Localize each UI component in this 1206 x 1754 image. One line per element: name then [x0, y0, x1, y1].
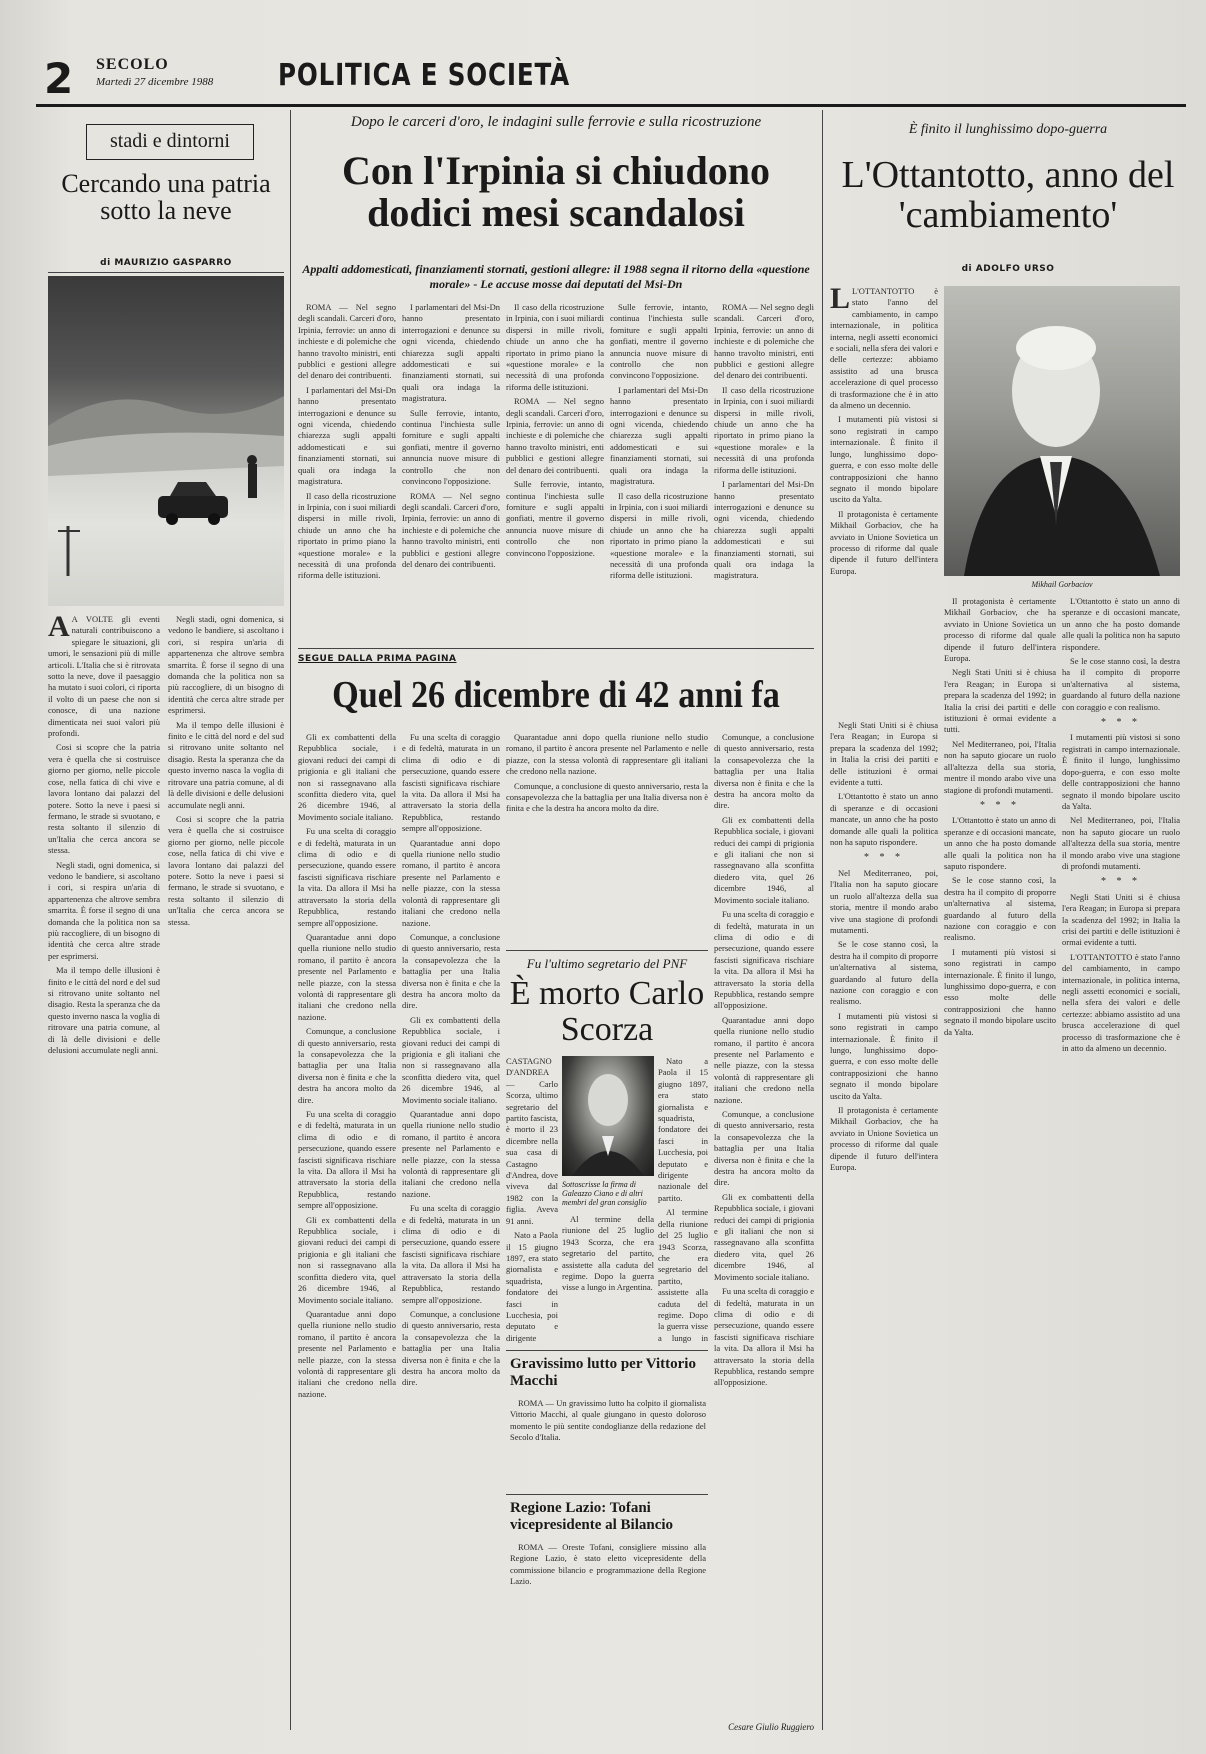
- gorbachev-caption: Mikhail Gorbaciov: [1031, 580, 1093, 589]
- col1-body-right: Negli stadi, ogni domenica, si vedono le bandiere, si ascoltano i cori, si respira un'aria di appartenenza che altrove sembra smarrita. È forse il segno di una domanda che la politica non sa più raccogliere, di un bisogno di identità che cerca altre strade per esprimersi. Ma il tempo delle illusioni è finito e le città del nord e del sud si ritrovano unite soltanto nel disagio. Resta la speranza che da questo inverno nasca la voglia di ritrovare una patria comune, al di là delle divisioni e delle delusioni accumulate negli anni. Cosi si scopre che la patria vera è quella che si costruisce giorno per giorno, nelle piccole cose, nella fatica di chi vive e lavora lontano dai palazzi del potere. Sotto la neve i paesi si fermano, le strade si svuotano, e resta soltanto il silenzio di un'Italia che cerca ancora se stessa.: [168, 614, 284, 927]
- col2-body-e: ROMA — Nel segno degli scandali. Carceri d'oro, Irpinia, ferrovie: un anno di inchieste e di polemiche che hanno travolto ministri, enti pubblici e gestioni allegre del denaro dei contribuenti. Il caso della ricostruzione in Irpinia, con i suoi miliardi dispersi in mille rivoli, chiude un anno che ha riportato in primo piano la «questione morale» e la necessità di una profonda riforma delle istituzioni. I parlamentari del Msi-Dn hanno presentato interrogazioni e denunce su ogni vicenda, chiedendo chiarezza sugli appalti addomesticati e sui finanziamenti stornati, sui quali ora indaga la magistratura.: [714, 302, 814, 581]
- col2-mid-kicker: SEGUE DALLA PRIMA PAGINA: [298, 654, 457, 664]
- scorza-caption: Sottoscrisse la firma di Galeazzo Ciano e di altri membri del gran consiglio: [562, 1180, 647, 1207]
- col3-body-b: Il protagonista è certamente Mikhail Gorbaciov, che ha avviato in Unione Sovietica un processo di riforme dal quale dipende il futuro dell'intera Europa. Negli Stati Uniti si è chiusa l'era Reagan; in Europa si prepara la scadenza del 1992; in Italia la crisi dei partiti e delle istituzioni è ormai evidente a tutti. Nel Mediterraneo, poi, l'Italia non ha saputo giocare un ruolo all'altezza della sua storia, mentre il mondo arabo vive una stagione di profondi mutamenti. * * * L'Ottantotto è stato un anno di speranze e di occasioni mancate, un anno che ha posto domande alle quali la politica non ha saputo rispondere. Se le cose stanno così, la destra ha il compito di proporre un'alternativa al sistema, guardando al futuro della nazione con coraggio e con realismo. I mutamenti più vistosi si sono registrati in campo internazionale. È finito il lungo, lunghissimo dopo-guerra, e con esso molte delle contrapposizioni che hanno segnato il mondo bipolare uscito da Yalta.: [944, 596, 1056, 1037]
- col2-mid-body-c: Quarantadue anni dopo quella riunione nello studio romano, il partito è ancora presente nel Parlamento e nelle piazze, con la stessa volontà di rappresentare gli italiani che credono nella nazione. Comunque, a conclusione di questo anniversario, resta la consapevolezza che la battaglia per una Italia diversa non è finita e che la destra ha ancora molto da dire.: [506, 732, 708, 814]
- col3-headline: L'Ottantotto, anno del 'cambiamento': [841, 154, 1175, 236]
- scorza-headline: È morto Carlo Scorza: [509, 975, 705, 1048]
- scorza-body-b: Nato a Paola il 15 giugno 1897, era stato giornalista e squadrista, fondatore dei fasci in Lucchesia, poi deputato e dirigente nazionale del partito. Al termine della riunione del 25 luglio 1943 Scorza, che era segretario del partito, assistette alla caduta del regime. Dopo la guerra visse a lungo in: [658, 1056, 708, 1343]
- column-divider: [822, 110, 823, 1730]
- col2-body-b: I parlamentari del Msi-Dn hanno presentato interrogazioni e denunce su ogni vicenda, chiedendo chiarezza sugli appalti addomesticati e sui finanziamenti stornati, sui quali ora indaga la magistratura. Sulle ferrovie, intanto, continua l'inchiesta sulle forniture e sugli appalti gonfiati, mentre il governo annuncia nuove misure di controllo che non convincono l'opposizione. ROMA — Nel segno degli scandali. Carceri d'oro, Irpinia, ferrovie: un anno di inchieste e di polemiche che hanno travolto ministri, enti pubblici e gestioni allegre del denaro dei contribuenti.: [402, 302, 500, 569]
- col3-byline: di ADOLFO URSO: [961, 264, 1055, 274]
- col3-body-top: L L'OTTANTOTTO è stato l'anno del cambiamento, in campo internazionale, in politica interna, negli assetti economici e sociali, nella sfera dei valori e delle certezze: abbiamo assistito ad una brusca accelerazione di quel processo di trasformazione che è in atto da almeno un decennio. I mutamenti più vistosi si sono registrati in campo internazionale. È finito il lungo, lunghissimo dopo-guerra, e con esso molte delle contrapposizioni che hanno segnato il mondo bipolare uscito da Yalta. Il protagonista è certamente Mikhail Gorbaciov, che ha avviato in Unione Sovietica un processo di riforme dal quale dipende il futuro dell'intera Europa.: [830, 286, 938, 576]
- col2-mid-body-d: Comunque, a conclusione di questo anniversario, resta la consapevolezza che la battaglia per una Italia diversa non è finita e che la destra ha ancora molto da dire. Gli ex combattenti della Repubblica sociale, i giovani reduci dei campi di prigionia e gli italiani che non si rassegnavano alla sconfitta diedero vita, quel 26 dicembre 1946, al Movimento sociale italiano. Fu una scelta di coraggio e di fedeltà, maturata in un clima di odio e di persecuzione, quando essere fascisti significava rischiare la vita. Da allora il Msi ha attraversato la storia della Repubblica, restando sempre all'opposizione. Quarantadue anni dopo quella riunione nello studio romano, il partito è ancora presente nel Parlamento e nelle piazze, con la stessa volontà di rappresentare gli italiani che credono nella nazione. Comunque, a conclusione di questo anniversario, resta la consapevolezza che la battaglia per una Italia diversa non è finita e che la destra ha ancora molto da dire. Gli ex combattenti della Repubblica sociale, i giovani reduci dei campi di prigionia e gli italiani che non si rassegnavano alla sconfitta diedero vita, quel 26 dicembre 1946, al Movimento sociale italiano. Fu una scelta di coraggio e di fedeltà, maturata in un clima di odio e di persecuzione, quando essere fascisti significava rischiare la vita. Da allora il Msi ha attraversato la storia della Repubblica, restando sempre all'opposizione.: [714, 732, 814, 1388]
- snow-scene-illustration: [48, 276, 284, 606]
- col1-body-left: A A VOLTE gli eventi naturali contribuiscono a spiegare le situazioni, gli umori, le sensazioni più di mille articoli. L'Italia che si è ritrovata sotto la neve, dove il paesaggio ha mutato i suoi colori, ci riporta il volto di un paese che non si conosce, di una nazione dimenticata nei suoi valori più profondi. Cosi si scopre che la patria vera è quella che si costruisce giorno per giorno, nelle piccole cose, nella fatica di chi vive e lavora lontano dai palazzi del potere. Sotto la neve i paesi si fermano, le strade si svuotano, e resta soltanto il silenzio di un'Italia che cerca ancora se stessa. Negli stadi, ogni domenica, si vedono le bandiere, si ascoltano i cori, si respira un'aria di appartenenza che altrove sembra smarrita. È forse il segno di una domanda che la politica non sa più raccogliere, di un bisogno di identità che cerca altre strade per esprimersi. Ma il tempo delle illusioni è finito e le città del nord e del sud si ritrovano unite soltanto nel disagio. Resta la speranza che da questo inverno nasca la voglia di ritrovare una patria comune, al di là delle divisioni e delle delusioni accumulate negli anni.: [48, 614, 160, 1056]
- top-rule: [36, 104, 1186, 107]
- scorza-photo: [562, 1056, 654, 1176]
- column-divider: [290, 110, 291, 1730]
- col3-body-c: L'Ottantotto è stato un anno di speranze e di occasioni mancate, un anno che ha posto domande alle quali la politica non ha saputo rispondere. Se le cose stanno così, la destra ha il compito di proporre un'alternativa al sistema, guardando al futuro della nazione con coraggio e con realismo. * * * I mutamenti più vistosi si sono registrati in campo internazionale. È finito il lungo, lunghissimo dopo-guerra, e con esso molte delle contrapposizioni che hanno segnato il mondo bipolare uscito da Yalta. Nel Mediterraneo, poi, l'Italia non ha saputo giocare un ruolo all'altezza della sua storia, mentre il mondo arabo vive una stagione di profondi mutamenti. * * * Negli Stati Uniti si è chiusa l'era Reagan; in Europa si prepara la scadenza del 1992; in Italia la crisi dei partiti e delle istituzioni è ormai evidente a tutti. L'OTTANTOTTO è stato l'anno del cambiamento, in campo internazionale, in politica interna, negli assetti economici e sociali, nella sfera dei valori e delle certezze: abbiamo assistito ad una brusca accelerazione di quel processo di trasformazione che è in atto da almeno un decennio.: [1062, 596, 1180, 1054]
- col1-kicker: stadi e dintorni: [86, 124, 254, 160]
- section-title: POLITICA E SOCIETÀ: [278, 58, 571, 93]
- paper-date: Martedì 27 dicembre 1988: [96, 76, 214, 88]
- col2-mid-headline: Quel 26 dicembre di 42 anni fa: [332, 674, 780, 716]
- scorza-kicker: Fu l'ultimo segretario del PNF: [526, 956, 688, 971]
- gorbachev-photo: [944, 286, 1180, 576]
- lazio-headline: Regione Lazio: Tofani vicepresidente al Bilancio: [510, 1500, 674, 1534]
- lazio-body: ROMA — Oreste Tofani, consigliere missino alla Regione Lazio, è stato eletto vicepresidente della commissione bilancio e programmazione della Regione Lazio.: [510, 1542, 706, 1587]
- col2-deck: Appalti addomesticati, finanziamenti stornati, gestioni allegre: il 1988 segna il ritorno della «questione morale» - Le accuse mosse dai deputati del Msi-Dn: [302, 262, 810, 291]
- macchi-body: ROMA — Un gravissimo lutto ha colpito il giornalista Vittorio Macchi, al quale giungano in questo doloroso momento le più sentite condoglianze della redazione del Secolo d'Italia.: [510, 1398, 706, 1443]
- col1-byline: di MAURIZIO GASPARRO: [100, 258, 232, 268]
- col1-headline: Cercando una patria sotto la neve: [61, 169, 271, 226]
- col2-body-d: Sulle ferrovie, intanto, continua l'inchiesta sulle forniture e sugli appalti gonfiati, mentre il governo annuncia nuove misure di controllo che non convincono l'opposizione. I parlamentari del Msi-Dn hanno presentato interrogazioni e denunce su ogni vicenda, chiedendo chiarezza sugli appalti addomesticati e sui finanziamenti stornati, sui quali ora indaga la magistratura. Il caso della ricostruzione in Irpinia, con i suoi miliardi dispersi in mille rivoli, chiude un anno che ha riportato in primo piano la «questione morale» e la necessità di una profonda riforma delle istituzioni.: [610, 302, 708, 581]
- col2-body-c: Il caso della ricostruzione in Irpinia, con i suoi miliardi dispersi in mille rivoli, chiude un anno che ha riportato in primo piano la «questione morale» e la necessità di una profonda riforma delle istituzioni. ROMA — Nel segno degli scandali. Carceri d'oro, Irpinia, ferrovie: un anno di inchieste e di polemiche che hanno travolto ministri, enti pubblici e gestioni allegre del denaro dei contribuenti. Sulle ferrovie, intanto, continua l'inchiesta sulle forniture e sugli appalti gonfiati, mentre il governo annuncia nuove misure di controllo che non convincono l'opposizione.: [506, 302, 604, 558]
- paper-name: SECOLO: [96, 56, 169, 73]
- col2-body-a: ROMA — Nel segno degli scandali. Carceri d'oro, Irpinia, ferrovie: un anno di inchieste e di polemiche che hanno travolto ministri, enti pubblici e gestioni allegre del denaro dei contribuenti. I parlamentari del Msi-Dn hanno presentato interrogazioni e denunce su ogni vicenda, chiedendo chiarezza sugli appalti addomesticati e sui finanziamenti stornati, sui quali ora indaga la magistratura. Il caso della ricostruzione in Irpinia, con i suoi miliardi dispersi in mille rivoli, chiude un anno che ha riportato in primo piano la «questione morale» e la necessità di una profonda riforma delle istituzioni.: [298, 302, 396, 581]
- scorza-body-c: Al termine della riunione del 25 luglio 1943 Scorza, che era segretario del partito, assistette alla caduta del regime. Dopo la guerra visse a lungo in Argentina.: [562, 1214, 654, 1293]
- portrait-illustration: [944, 286, 1180, 576]
- col3-body-a: Negli Stati Uniti si è chiusa l'era Reagan; in Europa si prepara la scadenza del 1992; in Italia la crisi dei partiti e delle istituzioni è ormai evidente a tutti. L'Ottantotto è stato un anno di speranze e di occasioni mancate, un anno che ha posto domande alle quali la politica non ha saputo rispondere. * * * Nel Mediterraneo, poi, l'Italia non ha saputo giocare un ruolo all'altezza della sua storia, mentre il mondo arabo vive una stagione di profondi mutamenti. Se le cose stanno così, la destra ha il compito di proporre un'alternativa al sistema, guardando al futuro della nazione con coraggio e con realismo. I mutamenti più vistosi si sono registrati in campo internazionale. È finito il lungo, lunghissimo dopo-guerra, e con esso molte delle contrapposizioni che hanno segnato il mondo bipolare uscito da Yalta. Il protagonista è certamente Mikhail Gorbaciov, che ha avviato in Unione Sovietica un processo di riforme dal quale dipende il futuro dell'intera Europa.: [830, 720, 938, 1173]
- scorza-body-a: CASTAGNO D'ANDREA — Carlo Scorza, ultimo segretario del partito fascista, è morto il 23 dicembre nella sua casa di Castagno d'Andrea, dove viveva dal 1982 con la figlia. Aveva 91 anni. Nato a Paola il 15 giugno 1897, era stato giornalista e squadrista, fondatore dei fasci in Lucchesia, poi deputato e dirigente: [506, 1056, 558, 1343]
- signature: Cesare Giulio Ruggiero: [728, 1722, 814, 1732]
- macchi-headline: Gravissimo lutto per Vittorio Macchi: [510, 1356, 696, 1390]
- col2-headline: Con l'Irpinia si chiudono dodici mesi scandalosi: [342, 148, 770, 235]
- masthead: [36, 48, 1186, 108]
- col2-mid-body-a: Gli ex combattenti della Repubblica sociale, i giovani reduci dei campi di prigionia e gli italiani che non si rassegnavano alla sconfitta diedero vita, quel 26 dicembre 1946, al Movimento sociale italiano. Fu una scelta di coraggio e di fedeltà, maturata in un clima di odio e di persecuzione, quando essere fascisti significava rischiare la vita. Da allora il Msi ha attraversato la storia della Repubblica, restando sempre all'opposizione. Quarantadue anni dopo quella riunione nello studio romano, il partito è ancora presente nel Parlamento e nelle piazze, con la stessa volontà di rappresentare gli italiani che credono nella nazione. Comunque, a conclusione di questo anniversario, resta la consapevolezza che la battaglia per una Italia diversa non è finita e che la destra ha ancora molto da dire. Fu una scelta di coraggio e di fedeltà, maturata in un clima di odio e di persecuzione, quando essere fascisti significava rischiare la vita. Da allora il Msi ha attraversato la storia della Repubblica, restando sempre all'opposizione. Gli ex combattenti della Repubblica sociale, i giovani reduci dei campi di prigionia e gli italiani che non si rassegnavano alla sconfitta diedero vita, quel 26 dicembre 1946, al Movimento sociale italiano. Quarantadue anni dopo quella riunione nello studio romano, il partito è ancora presente nel Parlamento e nelle piazze, con la stessa volontà di rappresentare gli italiani che credono nella nazione.: [298, 732, 396, 1399]
- col3-kicker: È finito il lunghissimo dopo-guerra: [908, 122, 1108, 137]
- col2-kicker: Dopo le carceri d'oro, le indagini sulle ferrovie e sulla ricostruzione: [350, 114, 762, 130]
- col2-mid-body-b: Fu una scelta di coraggio e di fedeltà, maturata in un clima di odio e di persecuzione, quando essere fascisti significava rischiare la vita. Da allora il Msi ha attraversato la storia della Repubblica, restando sempre all'opposizione. Quarantadue anni dopo quella riunione nello studio romano, il partito è ancora presente nel Parlamento e nelle piazze, con la stessa volontà di rappresentare gli italiani che credono nella nazione. Comunque, a conclusione di questo anniversario, resta la consapevolezza che la battaglia per una Italia diversa non è finita e che la destra ha ancora molto da dire. Gli ex combattenti della Repubblica sociale, i giovani reduci dei campi di prigionia e gli italiani che non si rassegnavano alla sconfitta diedero vita, quel 26 dicembre 1946, al Movimento sociale italiano. Quarantadue anni dopo quella riunione nello studio romano, il partito è ancora presente nel Parlamento e nelle piazze, con la stessa volontà di rappresentare gli italiani che credono nella nazione. Fu una scelta di coraggio e di fedeltà, maturata in un clima di odio e di persecuzione, quando essere fascisti significava rischiare la vita. Da allora il Msi ha attraversato la storia della Repubblica, restando sempre all'opposizione. Comunque, a conclusione di questo anniversario, resta la consapevolezza che la battaglia per una Italia diversa non è finita e che la destra ha ancora molto da dire.: [402, 732, 500, 1388]
- divider: [298, 648, 814, 649]
- divider: [506, 950, 708, 951]
- divider: [506, 1494, 708, 1495]
- portrait-illustration: [562, 1056, 654, 1176]
- snow-photo: [48, 276, 284, 606]
- divider: [506, 1350, 708, 1351]
- page-number: 2: [44, 54, 74, 103]
- divider: [48, 272, 284, 273]
